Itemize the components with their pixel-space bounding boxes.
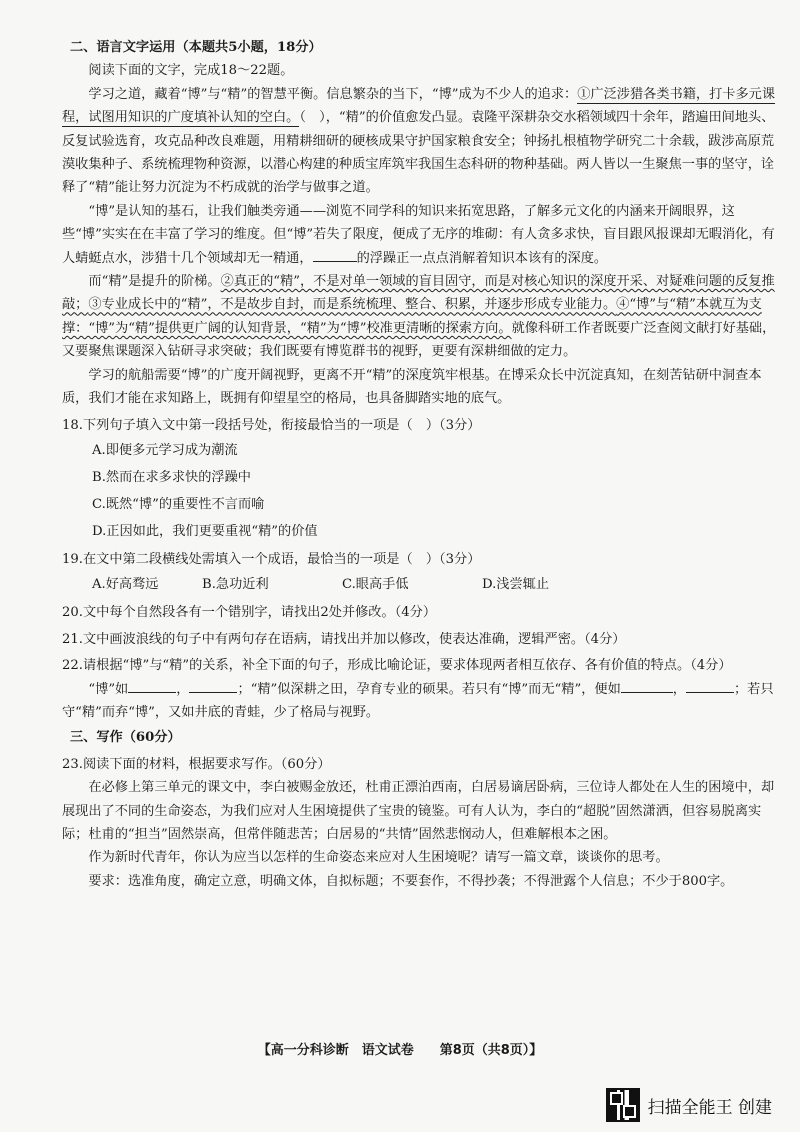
section-heading-language: 二、语言文字运用（本题共5小题，18分） — [70, 40, 322, 55]
q22-blank-4[interactable] — [686, 678, 734, 693]
underlined-sentence-1: ①广泛涉猎各类书籍，打卡多元课程，试图用知识的广度填补认知的空白。 — [62, 86, 776, 126]
page-content — [62, 36, 778, 893]
passage-paragraph-2: “博”是认知的基石，让我们触类旁通——浏览不同学科的知识来拓宽思路，了解多元文化的内涵来开阔眼界，这些“博”实实在在丰富了学习的维度。但“博”若失了限度，便成了无序的堆砌：有人贪多求快，盲目跟风报课却无暇消化，有人蜻蜓点水，涉猎十几个领域却无一精通， 的浮躁正一点点消解着知识本该有的深度。 — [62, 203, 775, 266]
question-19-stem: 19.在文中第二段横线处需填入一个成语，最恰当的一项是（ ）（3分） — [62, 551, 481, 567]
page-footer: 【高一分科诊断 语文试卷 第8页（共8页）】 — [257, 1043, 543, 1058]
q23-material: 在必修上第三单元的课文中，李白被赐金放还，杜甫正漂泊西南，白居易谪居卧病，三位诗人都处在人生的困境中，却展现出了不同的生命姿态，为我们应对人生困境提供了宝贵的镜鉴。可有人认为，李白的“超脱”固然潇洒，但容易脱离实际；杜甫的“担当”固然崇高，但常伴随悲苦；白居易的“共情”固然悲悯动人，但难解根本之困。 — [62, 780, 775, 842]
q18-option-a[interactable]: A.即便多元学习成为潮流 — [92, 442, 238, 458]
q19-option-c[interactable]: C.眼高手低 — [342, 577, 409, 593]
instruction: 阅读下面的文字，完成18～22题。 — [88, 63, 294, 79]
watermark-text: 扫描全能王 创建 — [647, 1097, 772, 1118]
q22-fill-sentence: “博”如 ， ；“精”似深耕之田，孕育专业的硕果。若只有“博”而无“精”，便如 ， ；若只守“精”而弃“博”，又如井底的青蛙，少了格局与视野。 — [62, 678, 778, 725]
q22-blank-2[interactable] — [189, 678, 237, 693]
wavy-sentence-3: ③专业成长中的“精”，不是故步自封，而是系统梳理、整合、积累，并逐步形成专业能力。 — [88, 297, 617, 313]
q22-blank-3[interactable] — [621, 678, 673, 693]
question-18-stem: 18.下列句子填入文中第一段括号处，衔接最恰当的一项是（ ）（3分） — [62, 417, 481, 433]
qr-code-icon — [606, 1088, 640, 1122]
q19-option-a[interactable]: A.好高骛远 — [92, 577, 159, 593]
passage-paragraph-3: 而“精”是提升的阶梯。②真正的“精”，不是对单一领域的盲目固守，而是对核心知识的深度开采、对疑难问题的反复推敲；③专业成长中的“精”，不是故步自封，而是系统梳理、整合、积累，并逐步形成专业能力。④“博”与“精”本就互为支撑：“博”为“精”提供更广阔的认知背景，“精”为“博”校准更清晰的探索方向。就像科研工作者既要广泛查阅文献打好基础，又要聚焦课题深入钻研寻求突破；我们既要有博览群书的视野，更要有深耕细做的定力。 — [62, 274, 776, 360]
question-23-stem: 23.阅读下面的材料，根据要求写作。（60分） — [62, 756, 331, 772]
q19-option-d[interactable]: D.浅尝辄止 — [482, 577, 550, 593]
wavy-sentence-2: ②真正的“精”，不是对单一领域的盲目固守，而是对核心知识的深度开采、对疑难问题的反复推敲； — [62, 274, 775, 313]
q19-option-b[interactable]: B.急功近利 — [202, 577, 269, 593]
q19-options — [92, 571, 778, 598]
q22-blank-1[interactable] — [128, 678, 176, 693]
q18-option-b[interactable]: B.然而在求多求快的浮躁中 — [92, 469, 251, 485]
q23-task: 作为新时代青年，你认为应当以怎样的生命姿态来应对人生困境呢？请写一篇文章，谈谈你的思考。 — [88, 850, 669, 866]
q23-requirements: 要求：选准角度，确定立意，明确文体，自拟标题；不要套作，不得抄袭；不得泄露个人信息；不少于800字。 — [88, 873, 734, 889]
answer-blank-q19[interactable] — [313, 247, 357, 262]
q18-option-d[interactable]: D.正因如此，我们更要重视“精”的价值 — [92, 523, 318, 539]
wavy-sentence-4: ④“博”与“精”本就互为支撑：“博”为“精”提供更广阔的认知背景，“精”为“博”校准更清晰的探索方向。 — [62, 297, 762, 336]
scanner-watermark — [606, 1088, 772, 1122]
q18-option-c[interactable]: C.既然“博”的重要性不言而喻 — [92, 496, 265, 512]
passage-paragraph-1: 学习之道，藏着“博”与“精”的智慧平衡。信息繁杂的当下，“博”成为不少人的追求：①广泛涉猎各类书籍，打卡多元课程，试图用知识的广度填补认知的空白。（ ），“精”的价值愈发凸显。袁隆平深耕杂交水稻领域四十余年，踏遍田间地头、反复试验选育，攻克品种改良难题，用精耕细研的硬核成果守护国家粮食安全；钟扬扎根植物学研究二十余载，跋涉高原荒漠收集种子、系统梳理物种资源，以潜心构建的种质宝库筑牢我国生态科研的物种基础。两人皆以一生聚焦一事的坚守，诠释了“精”能让努力沉淀为不朽成就的治学与做事之道。 — [62, 86, 776, 196]
passage-paragraph-4: 学习的航船需要“博”的广度开阔视野，更离不开“精”的深度筑牢根基。在博采众长中沉淀真知，在刻苦钻研中洞查本质，我们才能在求知路上，既拥有仰望星空的格局，也具备脚踏实地的底气。 — [62, 367, 762, 407]
section-heading-writing: 三、写作（60分） — [70, 730, 181, 746]
question-21-stem: 21.文中画波浪线的句子中有两句存在语病，请找出并加以修改，使表达准确，逻辑严密。（4分） — [62, 631, 626, 647]
question-22-stem: 22.请根据“博”与“精”的关系，补全下面的句子，形成比喻论证，要求体现两者相互依存、各有价值的特点。（4分） — [62, 658, 732, 674]
question-20-stem: 20.文中每个自然段各有一个错别字，请找出2处并修改。（4分） — [62, 605, 437, 621]
